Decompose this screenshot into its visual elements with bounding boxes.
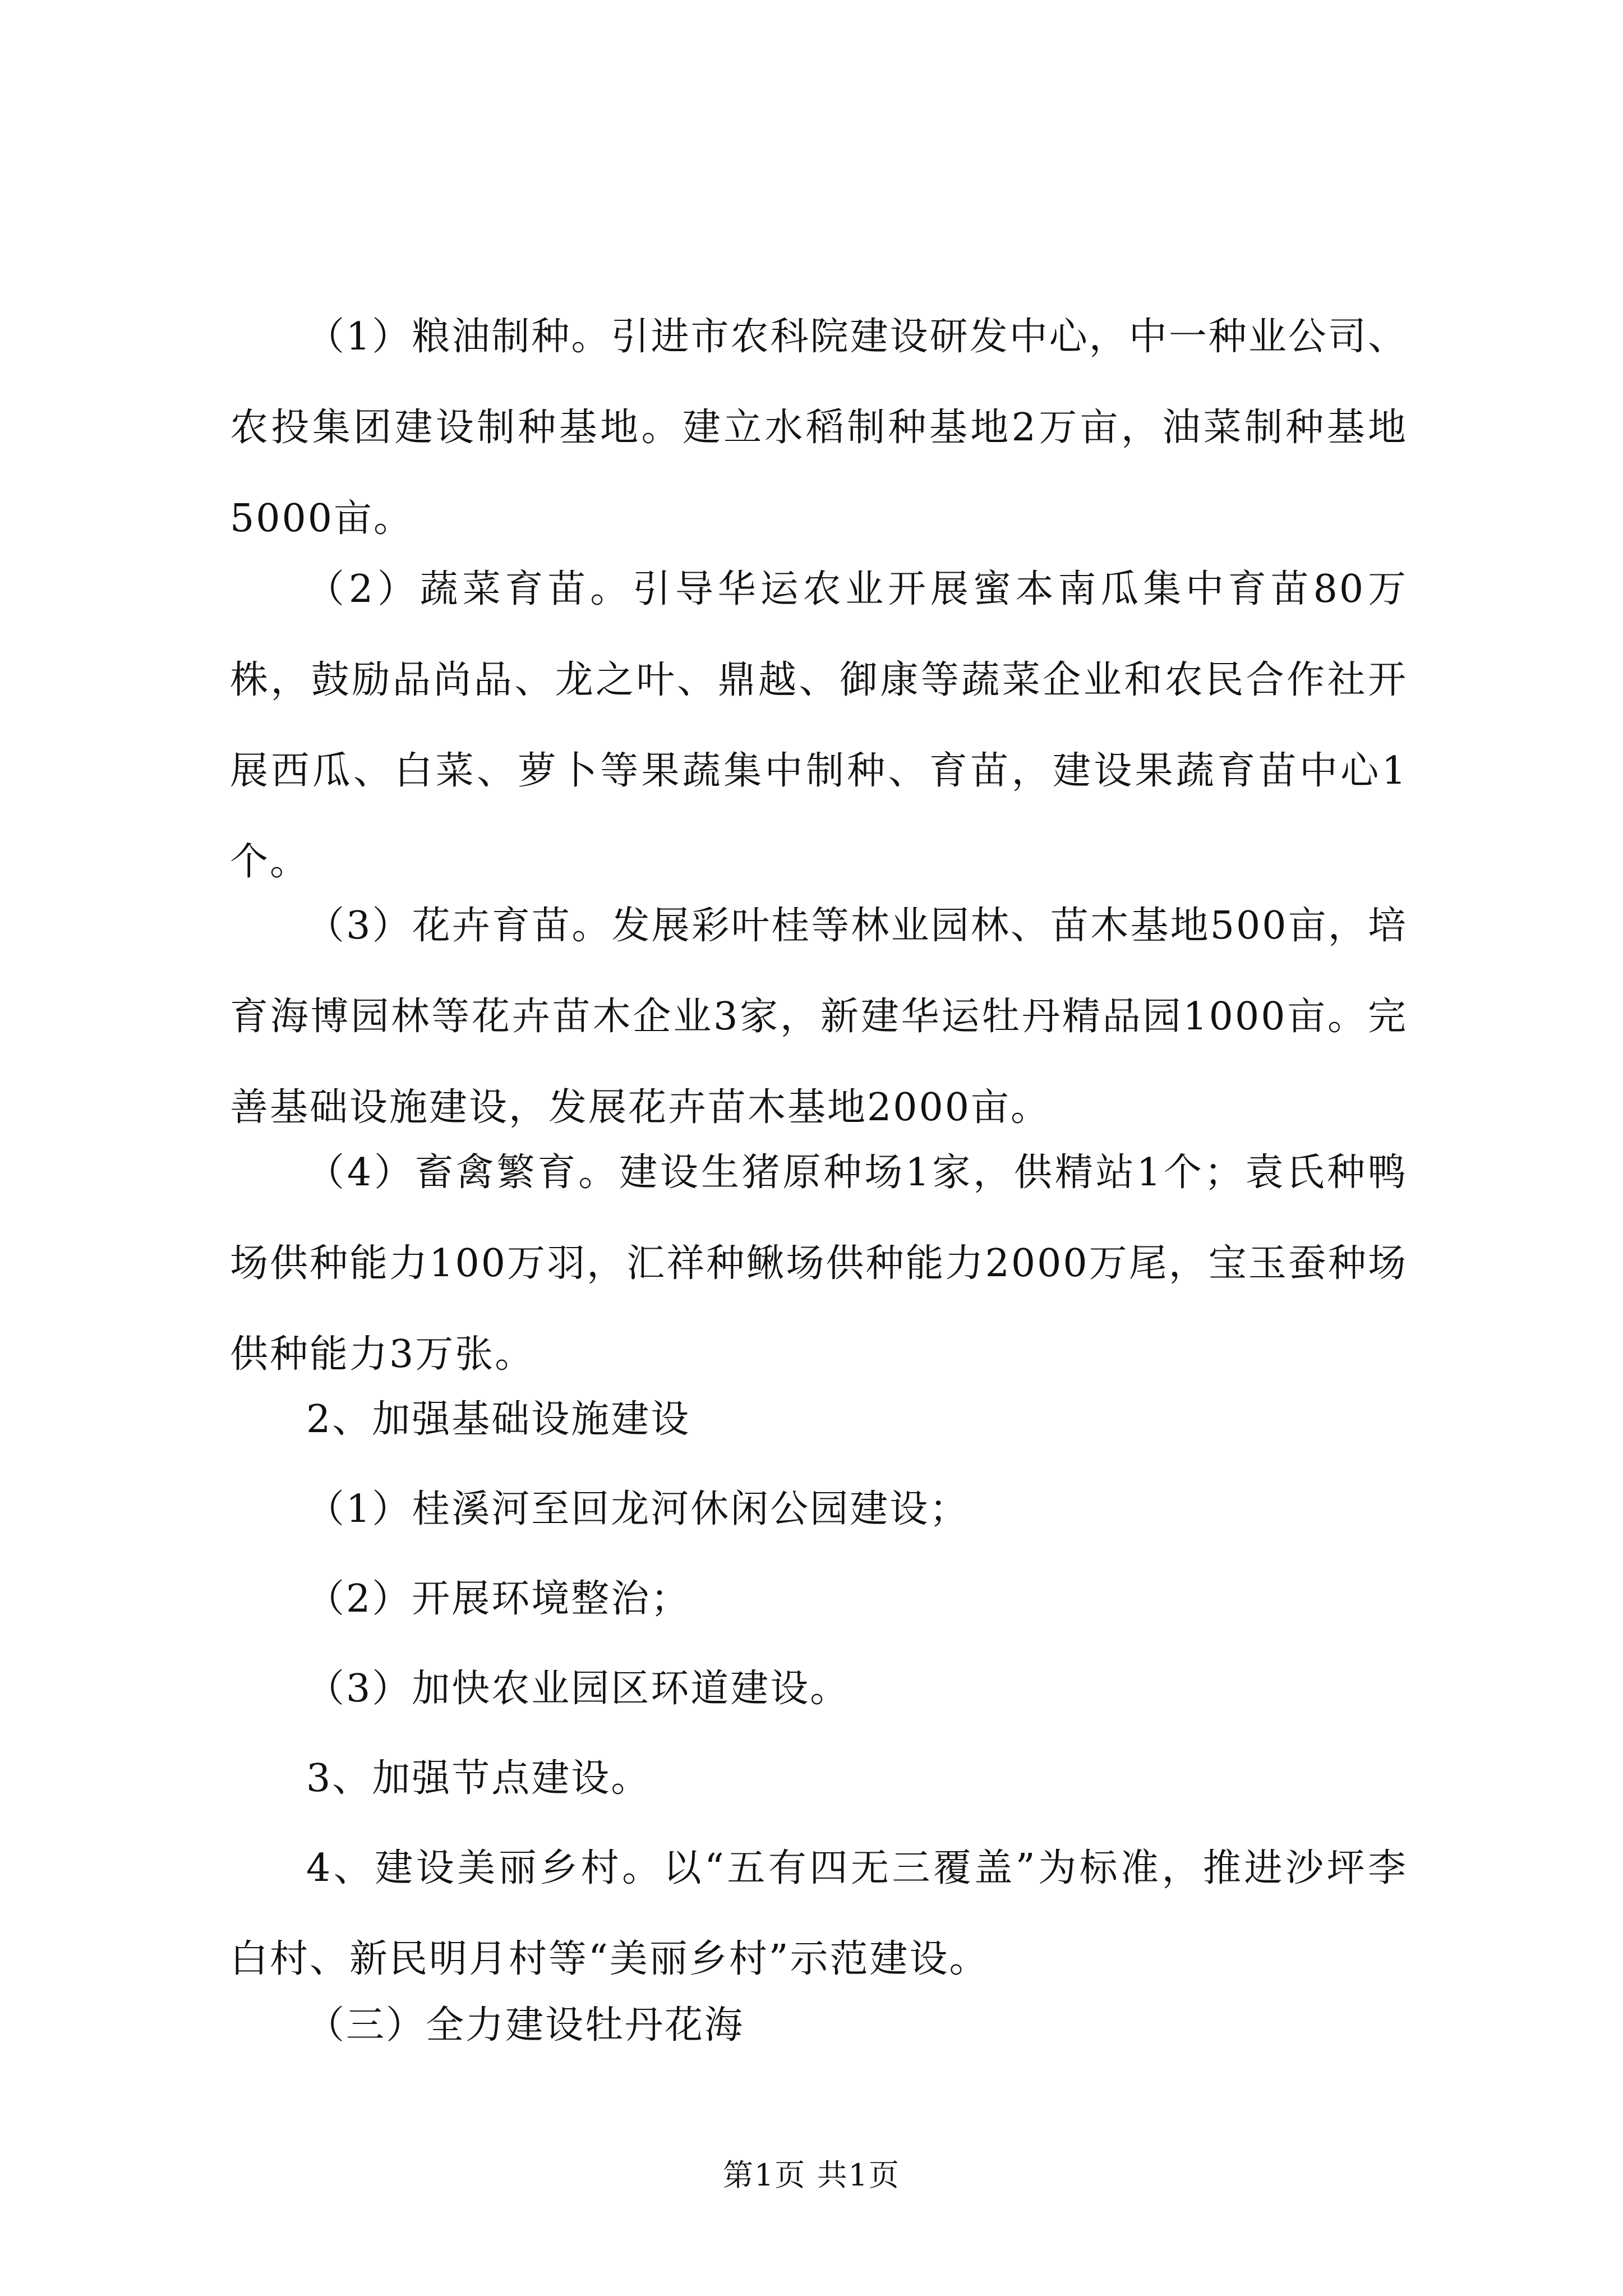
paragraph-livestock-breeding: （4）畜禽繁育。建设生猪原种场1家，供精站1个；袁氏种鸭场供种能力100万羽，汇祥种鳅场供种能力2000万尾，宝玉蚕种场供种能力3万张。 xyxy=(230,1151,1408,1377)
paragraph-grain-oil-seed: （1）粮油制种。引进市农科院建设研发中心，中一种业公司、农投集团建设制种基地。建立水稻制种基地2万亩，油菜制种基地5000亩。 xyxy=(230,315,1408,541)
list-item-environment: （2）开展环境整治； xyxy=(306,1577,691,1621)
paragraph-vegetable-seedling: （2）蔬菜育苗。引导华运农业开展蜜本南瓜集中育苗80万株，鼓励品尚品、龙之叶、鼎越、御康等蔬菜企业和农民合作社开展西瓜、白菜、萝卜等果蔬集中制种、育苗，建设果蔬育苗中心1个。 xyxy=(230,567,1408,884)
list-item-park-construction: （1）桂溪河至回龙河休闲公园建设； xyxy=(306,1487,970,1531)
heading-node-construction: 3、加强节点建设。 xyxy=(306,1756,651,1801)
heading-peony-sea: （三）全力建设牡丹花海 xyxy=(306,2003,745,2047)
heading-infrastructure: 2、加强基础设施建设 xyxy=(306,1397,691,1442)
list-item-ring-road: （3）加快农业园区环道建设。 xyxy=(306,1667,850,1711)
page-number-footer: 第1页 共1页 xyxy=(723,2157,900,2193)
paragraph-beautiful-village: 4、建设美丽乡村。以“五有四无三覆盖”为标准，推进沙坪李白村、新民明月村等“美丽乡村”示范建设。 xyxy=(230,1846,1408,1981)
paragraph-flower-seedling: （3）花卉育苗。发展彩叶桂等林业园林、苗木基地500亩，培育海博园林等花卉苗木企业3家，新建华运牡丹精品园1000亩。完善基础设施建设，发展花卉苗木基地2000亩。 xyxy=(230,904,1408,1130)
